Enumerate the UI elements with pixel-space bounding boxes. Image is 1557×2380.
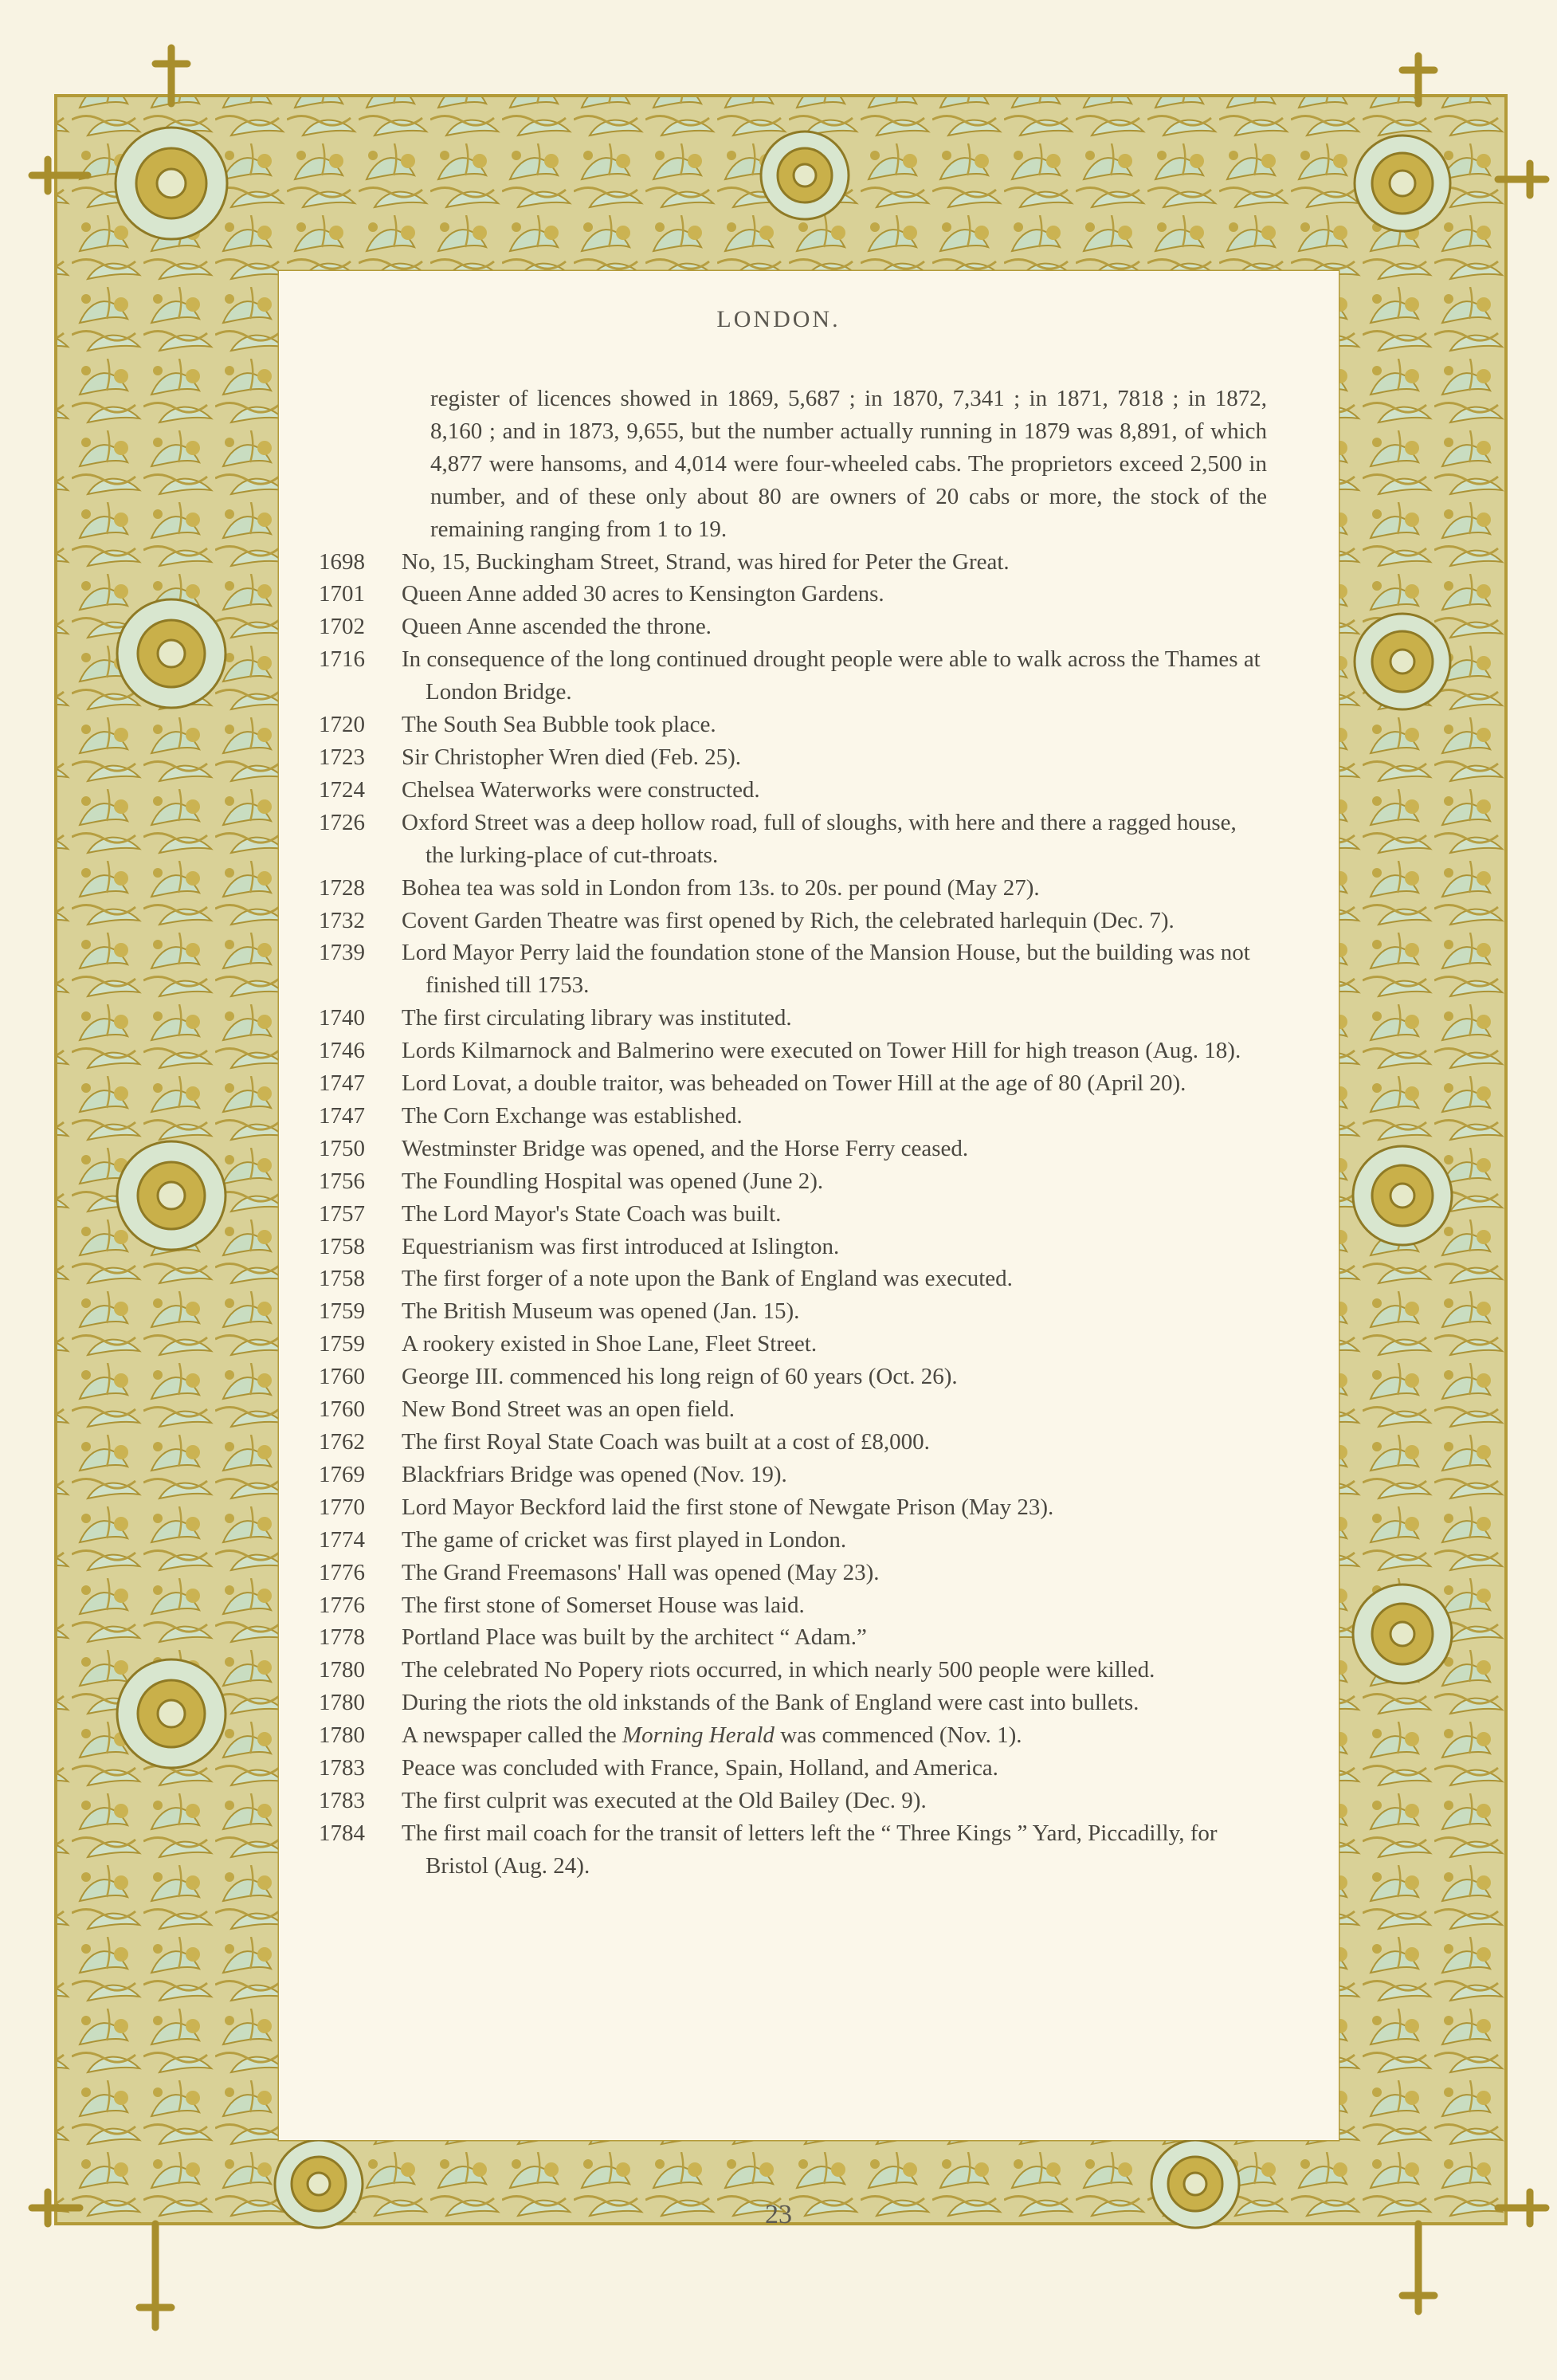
entry-text: Chelsea Waterworks were constructed. <box>402 776 760 803</box>
entry-year: 1698 <box>319 548 365 575</box>
entry-text: Bohea tea was sold in London from 13s. to 20s. per pound (May 27). <box>402 874 1040 901</box>
page-body <box>319 383 1267 1883</box>
tudor-rose-icon <box>117 1141 226 1250</box>
chronology-entry <box>319 1231 1267 1263</box>
entry-text: No, 15, Buckingham Street, Strand, was hired for Peter the Great. <box>402 548 1010 575</box>
chronology-entry <box>319 1491 1267 1524</box>
entry-text: New Bond Street was an open field. <box>402 1396 735 1423</box>
tudor-rose-icon <box>761 132 849 219</box>
entry-text: The South Sea Bubble took place. <box>402 712 716 738</box>
entry-year: 1780 <box>319 1690 365 1716</box>
chronology-entry <box>319 546 1267 579</box>
entry-year: 1783 <box>319 1755 365 1781</box>
entry-text: Queen Anne added 30 acres to Kensington Gardens. <box>402 581 884 607</box>
tudor-rose-icon <box>117 599 226 708</box>
chronology-entry <box>319 905 1267 937</box>
chronology-entry <box>319 1165 1267 1198</box>
entry-year: 1756 <box>319 1168 365 1194</box>
entry-year: 1723 <box>319 744 365 770</box>
entry-year: 1759 <box>319 1298 365 1325</box>
chronology-entry <box>319 1198 1267 1231</box>
chronology-entry <box>319 807 1267 872</box>
entry-text: The first stone of Somerset House was laid. <box>402 1592 805 1618</box>
chronology-entry <box>319 1263 1267 1295</box>
entry-year: 1726 <box>319 809 365 835</box>
tudor-rose-icon <box>1355 135 1450 231</box>
chronology-entry <box>319 1328 1267 1361</box>
entry-year: 1724 <box>319 776 365 803</box>
chronology-entry <box>319 1621 1267 1654</box>
entry-text: The Corn Exchange was established. <box>402 1102 743 1129</box>
entry-year: 1760 <box>319 1364 365 1390</box>
chronology-entry <box>319 741 1267 774</box>
chronology-entry <box>319 1524 1267 1557</box>
intro-paragraph: register of licences showed in 1869, 5,687 ; in 1870, 7,341 ; in 1871, 7818 ; in 1872, 8,160 ; and in 1873, 9,655, but the number actually running in 1879 was 8,891, of which 4,877 were hansoms, and 4,014 were four-wheeled cabs. The proprietors exceed 2,500 in number, and of these only about 80 are owners of 20 cabs or more, the stock of the remaining ranging from 1 to 19. <box>430 386 1267 542</box>
entry-year: 1778 <box>319 1624 365 1651</box>
entry-text: During the riots the old inkstands of the Bank of England were cast into bullets. <box>402 1690 1139 1716</box>
entry-text: Lord Mayor Perry laid the foundation stone of the Mansion House, but the building was not finished till 1753. <box>402 940 1250 999</box>
entry-text: Portland Place was built by the architect “ Adam.” <box>402 1624 867 1651</box>
newspaper-title: Morning Herald <box>622 1722 775 1749</box>
entry-text: The Grand Freemasons' Hall was opened (May 23). <box>402 1559 880 1585</box>
chronology-entry <box>319 1100 1267 1133</box>
entry-year: 1769 <box>319 1461 365 1487</box>
entry-year: 1701 <box>319 581 365 607</box>
entry-year: 1758 <box>319 1266 365 1292</box>
entry-text: The game of cricket was first played in London. <box>402 1526 847 1553</box>
tudor-rose-icon <box>116 128 227 239</box>
entry-year: 1774 <box>319 1526 365 1553</box>
chronology-entry <box>319 1295 1267 1328</box>
entry-year: 1739 <box>319 940 365 966</box>
tudor-rose-icon <box>117 1659 226 1768</box>
entry-text: The first Royal State Coach was built at a cost of £8,000. <box>402 1429 930 1455</box>
chronology-entry <box>319 643 1267 709</box>
entry-year: 1740 <box>319 1005 365 1031</box>
entry-text: A rookery existed in Shoe Lane, Fleet Street. <box>402 1331 818 1357</box>
chronology-entry <box>319 1393 1267 1426</box>
chronology-entry <box>319 1002 1267 1035</box>
entry-year: 1732 <box>319 907 365 933</box>
entry-text: The celebrated No Popery riots occurred, in which nearly 500 people were killed. <box>402 1657 1155 1683</box>
entry-year: 1720 <box>319 712 365 738</box>
entry-year: 1750 <box>319 1135 365 1161</box>
entry-year: 1757 <box>319 1200 365 1227</box>
entry-text: In consequence of the long continued drought people were able to walk across the Thames at London Bridge. <box>402 646 1261 705</box>
entry-text: The Foundling Hospital was opened (June 2). <box>402 1168 824 1194</box>
entry-text: Equestrianism was first introduced at Islington. <box>402 1233 840 1259</box>
page-number: 23 <box>765 2200 792 2229</box>
chronology-entry <box>319 1557 1267 1589</box>
chronology-entry <box>319 1426 1267 1459</box>
chronology-list <box>319 546 1267 1883</box>
chronology-entry <box>319 1817 1267 1883</box>
chronology-entry <box>319 1687 1267 1719</box>
chronology-entry <box>319 1752 1267 1785</box>
entry-year: 1759 <box>319 1331 365 1357</box>
chronology-entry <box>319 709 1267 741</box>
entry-year: 1702 <box>319 614 365 640</box>
chronology-entry <box>319 1459 1267 1491</box>
chronology-entry <box>319 774 1267 807</box>
tudor-rose-icon <box>1355 614 1450 709</box>
entry-text: The Lord Mayor's State Coach was built. <box>402 1200 782 1227</box>
chronology-entry <box>319 578 1267 611</box>
chronology-entry <box>319 1035 1267 1067</box>
entry-year: 1780 <box>319 1657 365 1683</box>
entry-year: 1783 <box>319 1787 365 1813</box>
chronology-entry <box>319 1719 1267 1752</box>
entry-year: 1784 <box>319 1820 365 1846</box>
entry-text: Sir Christopher Wren died (Feb. 25). <box>402 744 741 770</box>
entry-year: 1758 <box>319 1233 365 1259</box>
chronology-entry <box>319 1067 1267 1100</box>
entry-text: Lord Mayor Beckford laid the first stone of Newgate Prison (May 23). <box>402 1494 1054 1520</box>
entry-year: 1776 <box>319 1559 365 1585</box>
running-head: LONDON. <box>716 306 841 332</box>
entry-year: 1716 <box>319 646 365 673</box>
entry-year: 1747 <box>319 1070 365 1097</box>
entry-text <box>402 1719 1267 1752</box>
chronology-entry <box>319 611 1267 643</box>
entry-year: 1746 <box>319 1038 365 1064</box>
entry-text: Queen Anne ascended the throne. <box>402 614 712 640</box>
chronology-entry <box>319 1133 1267 1165</box>
entry-text: Lords Kilmarnock and Balmerino were executed on Tower Hill for high treason (Aug. 18). <box>402 1038 1241 1064</box>
entry-year: 1776 <box>319 1592 365 1618</box>
entry-text: The first forger of a note upon the Bank of England was executed. <box>402 1266 1013 1292</box>
entry-text-part: was commenced (Nov. 1). <box>774 1722 1022 1749</box>
chronology-entry <box>319 937 1267 1002</box>
entry-text: The British Museum was opened (Jan. 15). <box>402 1298 800 1325</box>
entry-year: 1747 <box>319 1102 365 1129</box>
entry-year: 1728 <box>319 874 365 901</box>
entry-text: The first mail coach for the transit of letters left the “ Three Kings ” Yard, Piccadilly, for Bristol (Aug. 24). <box>402 1820 1218 1879</box>
tudor-rose-icon <box>1353 1146 1452 1245</box>
chronology-entry <box>319 872 1267 905</box>
entry-year: 1770 <box>319 1494 365 1520</box>
entry-text: The first culprit was executed at the Old Bailey (Dec. 9). <box>402 1787 927 1813</box>
entry-year: 1762 <box>319 1429 365 1455</box>
entry-text: Lord Lovat, a double traitor, was beheaded on Tower Hill at the age of 80 (April 20). <box>402 1070 1186 1097</box>
entry-year: 1780 <box>319 1722 365 1749</box>
entry-text-part: A newspaper called the <box>402 1722 623 1749</box>
entry-text: Covent Garden Theatre was first opened by Rich, the celebrated harlequin (Dec. 7). <box>402 907 1175 933</box>
tudor-rose-icon <box>1353 1585 1452 1683</box>
entry-text: George III. commenced his long reign of 60 years (Oct. 26). <box>402 1364 958 1390</box>
chronology-entry <box>319 1589 1267 1622</box>
entry-text: The first circulating library was instituted. <box>402 1005 792 1031</box>
chronology-entry <box>319 1361 1267 1393</box>
entry-text: Westminster Bridge was opened, and the Horse Ferry ceased. <box>402 1135 969 1161</box>
entry-text: Oxford Street was a deep hollow road, full of sloughs, with here and there a ragged house, the lurking-place of cut-throats. <box>402 809 1237 868</box>
entry-text: Blackfriars Bridge was opened (Nov. 19). <box>402 1461 787 1487</box>
chronology-entry <box>319 1785 1267 1817</box>
chronology-entry <box>319 1654 1267 1687</box>
entry-year: 1760 <box>319 1396 365 1423</box>
entry-text: Peace was concluded with France, Spain, Holland, and America. <box>402 1755 998 1781</box>
